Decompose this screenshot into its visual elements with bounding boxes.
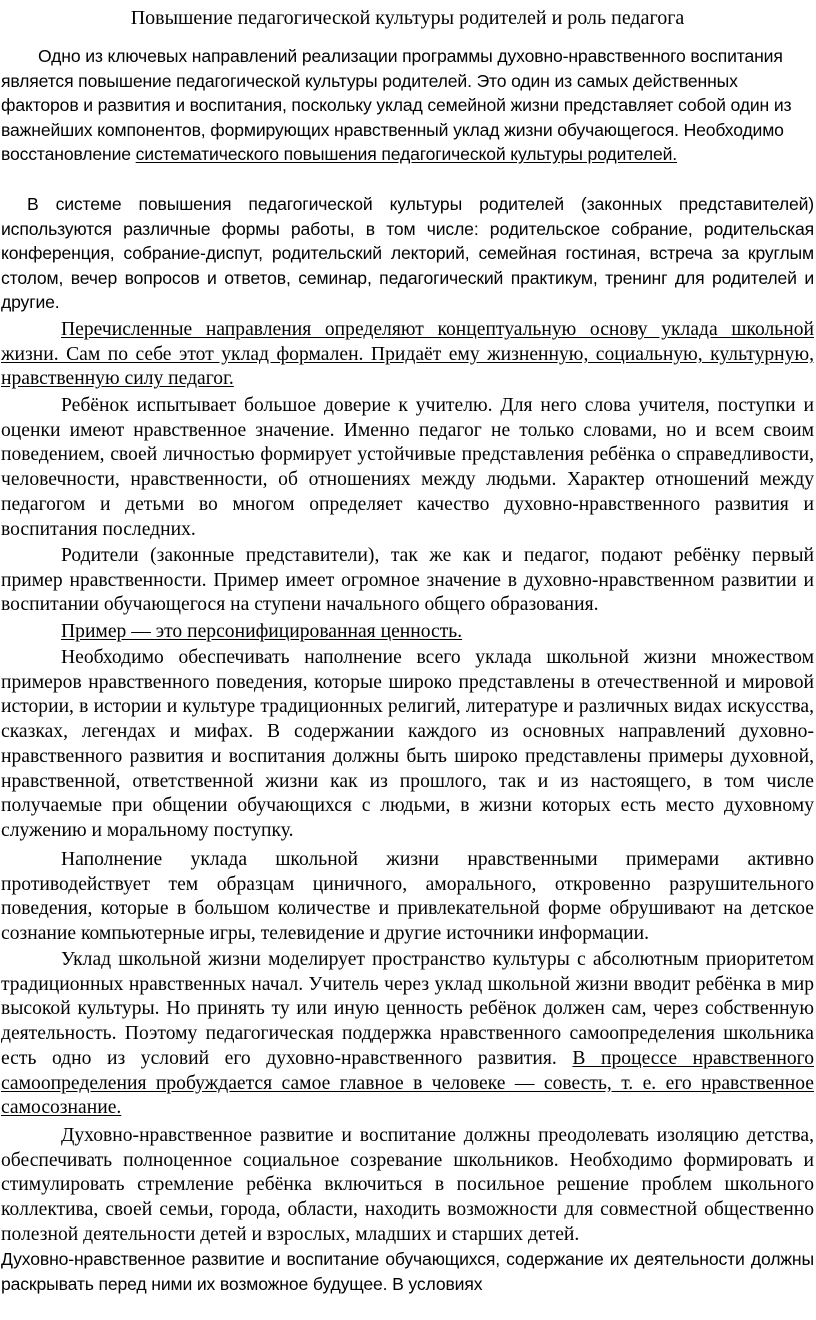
paragraph-school-life-model [1,948,814,1121]
paragraph-example-value [1,620,814,645]
paragraph-moral-examples: Необходимо обеспечивать наполнение всего уклада школьной жизни множеством примеров нравственного поведения, которые широко представлены в отечественной и мировой истории, в истории и культуре традиционных религий, литературе и различных видах искусства, сказках, легендах и мифах. В содержании каждого из основных направлений духовно-нравственного развития и воспитания должны быть широко представлены примеры духовной, нравственной, ответственной жизни как из прошлого, так и из настоящего, в том числе получаемые при общении обучающихся с людьми, в жизни которых есть место духовному служению и моральному поступку. [1,647,814,841]
paragraph-trust-in-teacher: Ребёнок испытывает большое доверие к учителю. Для него слова учителя, поступки и оценки имеют нравственное значение. Именно педагог не только словами, но и всем своим поведением, своей личностью формирует устойчивые представления ребёнка о справедливости, человечности, нравственности, об отношениях между людьми. Характер отношений между педагогом и детьми во многом определяет качество духовно-нравственного развития и воспитания последних. [1,395,814,540]
paragraph-parents-example: Родители (законные представители), так же как и педагог, подают ребёнку первый пример нравственности. Пример имеет огромное значение в духовно-нравственном развитии и воспитании обучающегося на ступени начального общего образования. [1,545,814,616]
underlined-phrase: систематического повышения педагогической культуры родителей. [135,144,678,164]
document-title: Повышение педагогической культуры родителей и роль педагога [130,7,685,29]
underlined-phrase: В процессе нравственного самоопределения пробуждается самое главное в человеке — совесть, т. е. его нравственное самосознание. [1,1047,814,1119]
paragraph-concept-basis [1,318,814,392]
paragraph-text: Одно из ключевых направлений реализации программы духовно-нравственного воспитания является повышение педагогической культуры родителей. Это один из самых действенных факторов и развития и воспитания, поскольку уклад семейной жизни представляет собой один из важнейших компонентов, формирующих нравственный уклад жизни обучающегося. Необходимо восстановление [1,46,792,164]
underlined-phrase: Перечисленные направления определяют концептуальную основу уклада школьной жизни. Сам по себе этот уклад формален. Придаёт ему жизненную, социальную, культурную, нравственную силу педагог. [1,319,814,390]
paragraph-childhood-isolation: Духовно-нравственное развитие и воспитание должны преодолевать изоляцию детства, обеспечивать полноценное социальное созревание школьников. Необходимо формировать и стимулировать стремление ребёнка включиться в посильное решение проблем школьного коллектива, своей семьи, города, области, находить возможности для совместной общественно полезной деятельности детей и взрослых, младших и старших детей. [1,1125,814,1245]
paragraph-future: Духовно-нравственное развитие и воспитание обучающихся, содержание их деятельности должны раскрывать перед ними их возможное будущее. В условиях [1,1249,814,1294]
paragraph-parent-culture [1,44,814,167]
underlined-phrase: Пример — это персонифицированная ценность. [61,621,463,642]
paragraph-counteraction: Наполнение уклада школьной жизни нравственными примерами активно противодействует тем образцам циничного, аморального, откровенно разрушительного поведения, которые в большом количестве и привлекательной форме обрушивают на детское сознание компьютерные игры, телевидение и другие источники информации. [1,849,814,945]
paragraph-forms-of-work: В системе повышения педагогической культуры родителей (законных представителей) используются различные формы работы, в том числе: родительское собрание, родительская конференция, собрание-диспут, родительский лекторий, семейная гостиная, встреча за круглым столом, вечер вопросов и ответов, семинар, педагогический практикум, тренинг для родителей и другие. [1,194,814,312]
paragraph-text: Уклад школьной жизни моделирует пространство культуры с абсолютным приоритетом традиционных нравственных начал. Учитель через уклад школьной жизни вводит ребёнка в мир высокой культуры. Но принять ту или иную ценность ребёнок должен сам, через собственную деятельность. Поэтому педагогическая поддержка нравственного самоопределения школьника есть одно из условий его духовно-нравственного развития. [1,949,814,1069]
